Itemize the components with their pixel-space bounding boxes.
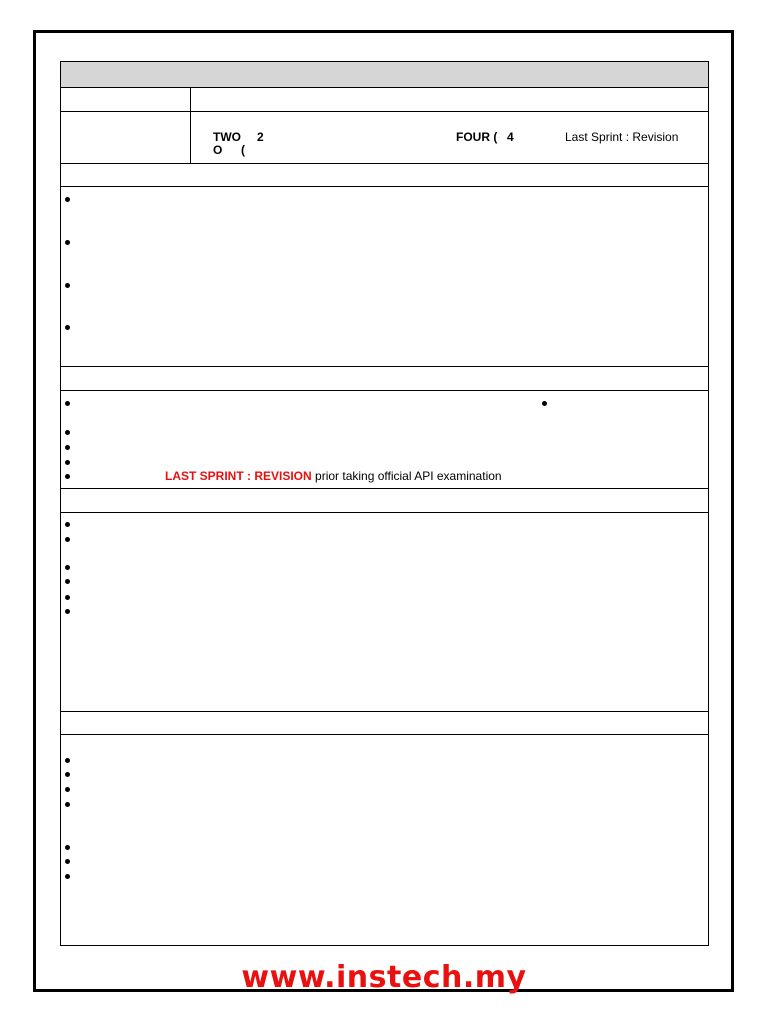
list-item-bullet (65, 522, 70, 527)
section-3-heading-divider (60, 512, 709, 513)
list-item-bullet (65, 772, 70, 777)
list-item-bullet (65, 609, 70, 614)
list-item-bullet (65, 430, 70, 435)
section-divider (60, 488, 709, 489)
list-item-bullet (65, 595, 70, 600)
list-item-bullet (65, 401, 70, 406)
list-item-bullet (65, 787, 70, 792)
list-item-bullet (65, 474, 70, 479)
info-cell-two: TWO (213, 130, 241, 144)
info-cell-four-number: 4 (507, 130, 514, 144)
section-4-heading-divider (60, 734, 709, 735)
section-divider (60, 366, 709, 367)
section-2-heading-divider (60, 390, 709, 391)
section-divider (60, 711, 709, 712)
row-divider (60, 111, 709, 112)
info-cell-last-sprint: Last Sprint : Revision (565, 130, 679, 144)
document-table (60, 61, 709, 946)
list-item-bullet (542, 401, 547, 406)
list-item-bullet (65, 859, 70, 864)
list-item-bullet (65, 758, 70, 763)
last-sprint-highlight: LAST SPRINT : REVISION (165, 469, 312, 483)
list-item-bullet (65, 283, 70, 288)
list-item-bullet (65, 845, 70, 850)
list-item-bullet (65, 874, 70, 879)
footer-website-url[interactable]: www.instech.my (241, 960, 527, 995)
last-sprint-line (165, 469, 502, 483)
last-sprint-text: prior taking official API examination (315, 469, 502, 483)
info-cell-paren: ( (241, 143, 245, 157)
section-1-heading-divider (60, 186, 709, 187)
list-item-bullet (65, 537, 70, 542)
row-divider (60, 163, 709, 164)
list-item-bullet (65, 325, 70, 330)
list-item-bullet (65, 240, 70, 245)
list-item-bullet (65, 802, 70, 807)
list-item-bullet (65, 197, 70, 202)
list-item-bullet (65, 579, 70, 584)
column-divider (190, 88, 191, 163)
list-item-bullet (65, 445, 70, 450)
list-item-bullet (65, 460, 70, 465)
info-cell-four: FOUR ( (456, 130, 498, 144)
list-item-bullet (65, 565, 70, 570)
info-cell-o: O (213, 143, 223, 157)
info-cell-two-number: 2 (257, 130, 264, 144)
